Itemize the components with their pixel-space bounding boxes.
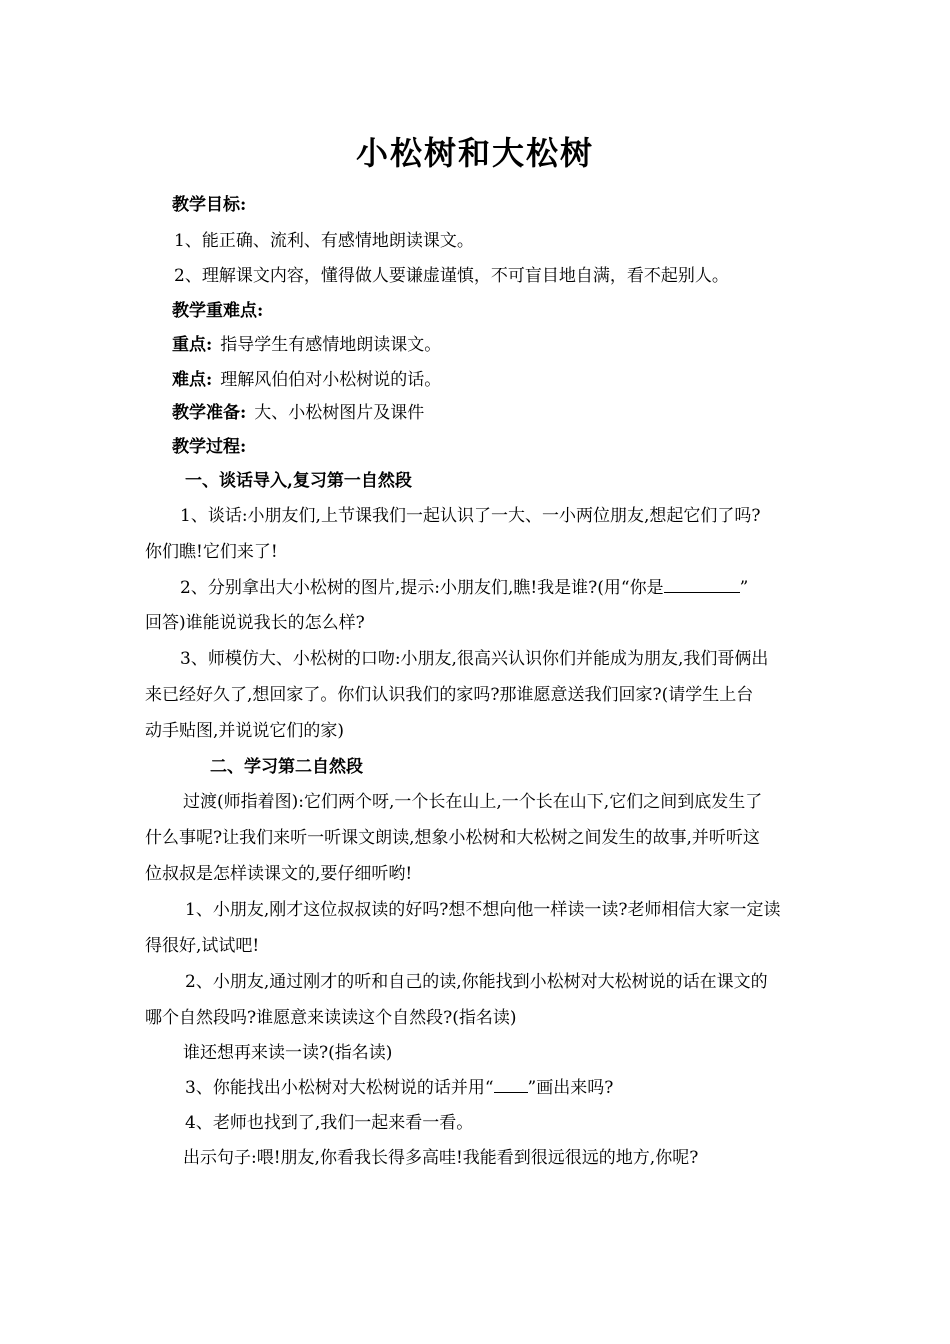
s2-p5-text-a: 3、你能找出小松树对大松树说的话并用“ <box>185 1078 494 1098</box>
goals-heading: 教学目标: <box>172 195 247 215</box>
difficult-point <box>172 368 892 392</box>
difficult-text: 理解风伯伯对小松树说的话。 <box>220 370 442 390</box>
section-2-heading: 二、学习第二自然段 <box>210 757 363 777</box>
key-label: 重点: <box>172 335 213 355</box>
s1-p2-text-a: 2、分别拿出大小松树的图片,提示:小朋友们,瞧!我是谁?(用“你是 <box>180 578 664 598</box>
process-heading: 教学过程: <box>172 437 247 457</box>
s1-p3-line2: 来已经好久了,想回家了。你们认识我们的家吗?那谁愿意送我们回家?(请学生上台 <box>145 685 754 705</box>
goal-1: 1、能正确、流利、有感情地朗读课文。 <box>174 231 474 251</box>
s2-p1-line3: 位叔叔是怎样读课文的,要仔细听哟! <box>145 864 413 884</box>
goal-2: 2、理解课文内容，懂得做人要谦虚谨慎，不可盲目地自满，看不起别人。 <box>174 266 729 286</box>
fill-blank <box>664 576 740 593</box>
s2-p3-line1: 2、小朋友,通过刚才的听和自己的读,你能找到小松树对大松树说的话在课文的 <box>185 972 768 992</box>
s2-p1-line1: 过渡(师指着图):它们两个呀,一个长在山上,一个长在山下,它们之间到底发生了 <box>183 792 763 812</box>
s2-p4: 谁还想再来读一读?(指名读) <box>183 1043 393 1063</box>
difficult-label: 难点: <box>172 370 213 390</box>
s1-p2-line2: 回答)谁能说说我长的怎么样? <box>145 613 365 633</box>
s2-p7: 出示句子:喂!朋友,你看我长得多高哇!我能看到很远很远的地方,你呢? <box>183 1148 699 1168</box>
fill-blank-short <box>494 1078 528 1093</box>
prep-label: 教学准备: <box>172 403 247 423</box>
document-title: 小松树和大松树 <box>355 134 594 172</box>
key-text: 指导学生有感情地朗读课文。 <box>220 335 442 355</box>
section-1-heading: 一、谈话导入,复习第一自然段 <box>185 471 412 491</box>
s2-p5-text-b: ”画出来吗? <box>527 1078 614 1098</box>
prep-text: 大、小松树图片及课件 <box>254 403 425 423</box>
s2-p5 <box>185 1076 905 1100</box>
s1-p3-line3: 动手贴图,并说说它们的家) <box>145 721 345 741</box>
s1-p2-line1 <box>180 576 900 600</box>
s1-p3-line1: 3、师模仿大、小松树的口吻:小朋友,很高兴认识你们并能成为朋友,我们哥俩出 <box>180 649 769 669</box>
s1-p1-line2: 你们瞧!它们来了! <box>145 542 278 562</box>
key-difficult-heading: 教学重难点: <box>172 301 264 321</box>
preparation <box>172 401 892 425</box>
s2-p1-line2: 什么事呢?让我们来听一听课文朗读,想象小松树和大松树之间发生的故事,并听听这 <box>145 828 760 848</box>
s2-p2-line1: 1、小朋友,刚才这位叔叔读的好吗?想不想向他一样读一读?老师相信大家一定读 <box>185 900 781 920</box>
s2-p2-line2: 得很好,试试吧! <box>145 936 260 956</box>
s1-p2-text-b: ” <box>739 578 749 598</box>
s1-p1-line1: 1、谈话:小朋友们,上节课我们一起认识了一大、一小两位朋友,想起它们了吗? <box>180 506 761 526</box>
s2-p3-line2: 哪个自然段吗?谁愿意来读读这个自然段?(指名读) <box>145 1008 517 1028</box>
key-point <box>172 333 892 357</box>
s2-p6: 4、老师也找到了,我们一起来看一看。 <box>185 1113 474 1133</box>
